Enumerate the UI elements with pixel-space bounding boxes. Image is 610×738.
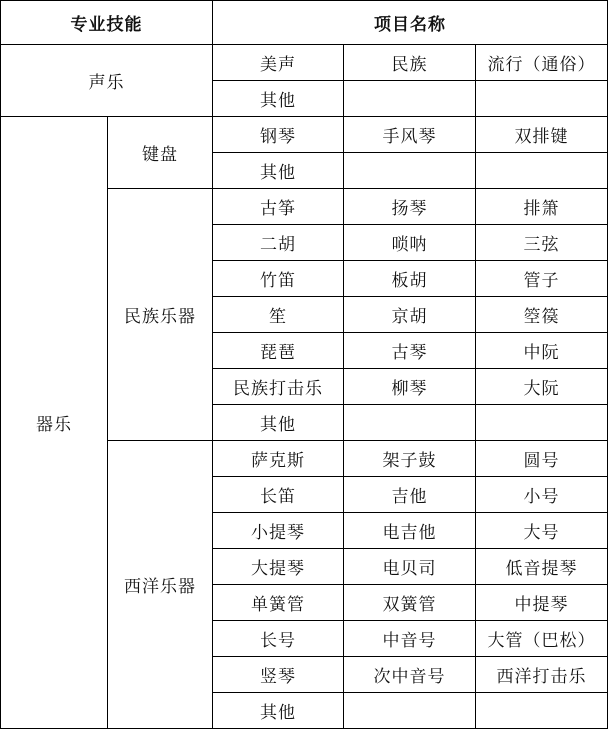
subcategory-western: 西洋乐器 [108,441,213,729]
item-cell [344,153,476,189]
item-cell: 中阮 [476,333,608,369]
item-cell: 竹笛 [213,261,344,297]
item-cell: 次中音号 [344,657,476,693]
item-cell: 柳琴 [344,369,476,405]
item-cell: 中音号 [344,621,476,657]
item-cell: 圆号 [476,441,608,477]
item-cell [476,405,608,441]
header-skill: 专业技能 [1,1,213,45]
item-cell: 西洋打击乐 [476,657,608,693]
item-cell: 电贝司 [344,549,476,585]
item-cell: 其他 [213,153,344,189]
item-cell [344,693,476,729]
item-cell: 架子鼓 [344,441,476,477]
item-cell: 其他 [213,81,344,117]
item-cell [344,405,476,441]
item-cell: 琵琶 [213,333,344,369]
item-cell: 民族 [344,45,476,81]
item-cell: 大阮 [476,369,608,405]
item-cell: 流行（通俗） [476,45,608,81]
item-cell: 中提琴 [476,585,608,621]
item-cell: 大管（巴松） [476,621,608,657]
item-cell: 民族打击乐 [213,369,344,405]
item-cell: 大提琴 [213,549,344,585]
subcategory-keyboard: 键盘 [108,117,213,189]
item-cell: 长号 [213,621,344,657]
item-cell: 其他 [213,693,344,729]
item-cell: 扬琴 [344,189,476,225]
item-cell: 古琴 [344,333,476,369]
item-cell: 二胡 [213,225,344,261]
item-cell: 双簧管 [344,585,476,621]
item-cell: 电吉他 [344,513,476,549]
category-vocal: 声乐 [1,45,213,117]
item-cell: 笙 [213,297,344,333]
item-cell: 竖琴 [213,657,344,693]
item-cell: 古筝 [213,189,344,225]
item-cell [476,81,608,117]
item-cell: 低音提琴 [476,549,608,585]
item-cell: 板胡 [344,261,476,297]
item-cell: 京胡 [344,297,476,333]
item-cell: 单簧管 [213,585,344,621]
item-cell: 三弦 [476,225,608,261]
subcategory-ethnic: 民族乐器 [108,189,213,441]
item-cell: 美声 [213,45,344,81]
item-cell: 钢琴 [213,117,344,153]
item-cell: 吉他 [344,477,476,513]
item-cell: 大号 [476,513,608,549]
item-cell: 手风琴 [344,117,476,153]
item-cell: 排箫 [476,189,608,225]
header-items: 项目名称 [213,1,608,45]
category-instrumental: 器乐 [1,117,108,729]
item-cell: 管子 [476,261,608,297]
item-cell: 双排键 [476,117,608,153]
item-cell [476,153,608,189]
item-cell: 小号 [476,477,608,513]
item-cell [476,693,608,729]
item-cell: 唢呐 [344,225,476,261]
item-cell: 其他 [213,405,344,441]
item-cell [344,81,476,117]
item-cell: 小提琴 [213,513,344,549]
item-cell: 箜篌 [476,297,608,333]
item-cell: 长笛 [213,477,344,513]
item-cell: 萨克斯 [213,441,344,477]
